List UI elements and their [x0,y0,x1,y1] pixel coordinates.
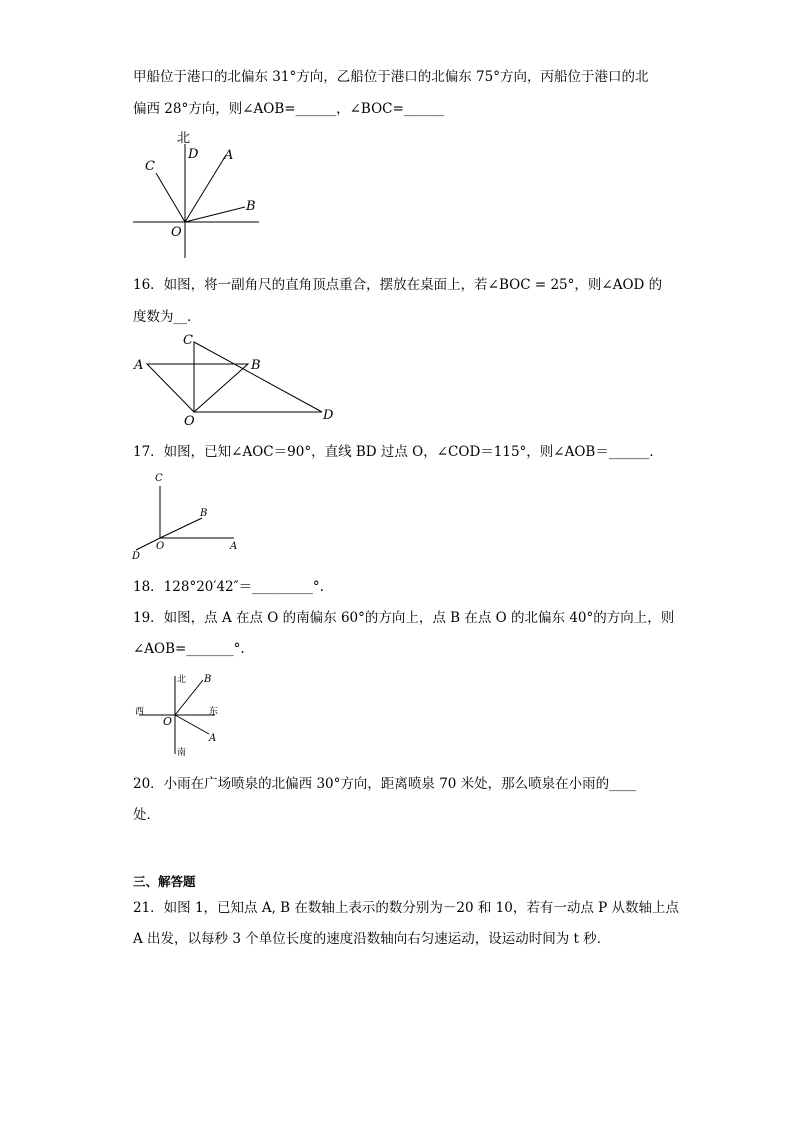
q16-text-line1: 16．如图，将一副角尺的直角顶点重合，摆放在桌面上，若∠BOC = 25°，则∠AOD 的 [133,277,663,293]
q19-label-O: O [163,715,173,728]
q16-label-B: B [251,358,261,373]
q15-text-line1: 甲船位于港口的北偏东 31°方向，乙船位于港口的北偏东 75°方向，丙船位于港口的北 [133,69,649,85]
q16-label-A: A [134,358,144,373]
q15-label-A: A [224,148,234,163]
q17-label-D: D [132,551,141,562]
q16-label-C: C [183,333,193,348]
q18-text: 18．128°20′42″＝_________°. [133,579,324,595]
q16-triangle-AOB [147,364,248,412]
q19-label-south: 南 [177,748,187,758]
q17-ray-OB [160,518,202,538]
q19-figure [133,670,233,762]
q15-ray-OC [156,173,185,222]
q17-text: 17．如图，已知∠AOC＝90°，直线 BD 过点 O，∠COD＝115°，则∠AOB＝______． [133,444,663,460]
section-title: 三、解答题 [133,874,196,889]
q21-text-line1: 21．如图 1，已知点 A, B 在数轴上表示的数分别为－20 和 10，若有一动点 P 从数轴上点 [133,900,679,916]
q15-ray-OB [185,207,245,222]
q16-text-line2: 度数为__． [133,309,201,325]
q19-ray-OA [175,715,209,734]
q16-label-D: D [323,408,334,423]
q15-label-C: C [145,159,155,174]
q16-figure [130,332,340,428]
q16-triangle-COD [194,342,322,412]
q21-text-line2: A 出发，以每秒 3 个单位长度的速度沿数轴向右匀速运动，设运动时间为 t 秒． [133,931,611,947]
q19-text-line1: 19．如图，点 A 在点 O 的南偏东 60°的方向上，点 B 在点 O 的北偏东 40°的方向上，则 [133,610,675,626]
q19-label-north: 北 [177,675,187,685]
q15-text-line2: 偏西 28°方向，则∠AOB=______，∠BOC=______ [133,101,445,117]
q15-ray-OA [185,155,226,222]
q15-figure [133,128,273,258]
q15-label-O: O [171,225,182,240]
q17-label-A: A [230,541,238,552]
q20-text-line1: 20．小雨在广场喷泉的北偏西 30°方向，距离喷泉 70 米处，那么喷泉在小雨的____ [133,776,637,792]
q19-label-east: 东 [209,707,219,717]
q17-label-C: C [155,473,163,484]
q17-label-B: B [200,508,208,519]
q15-label-north: 北 [177,131,191,146]
q15-label-D: D [188,147,199,162]
q19-ray-OB [175,680,203,715]
q19-label-west: 西 [135,707,145,717]
q15-label-B: B [246,199,256,214]
q19-label-B: B [204,674,212,685]
q17-label-O: O [156,541,165,552]
q19-text-line2: ∠AOB=_______°. [133,641,245,657]
q19-label-A: A [209,733,217,744]
q20-text-line2: 处． [133,807,160,823]
q17-figure [130,470,250,562]
q16-label-O: O [184,414,195,429]
